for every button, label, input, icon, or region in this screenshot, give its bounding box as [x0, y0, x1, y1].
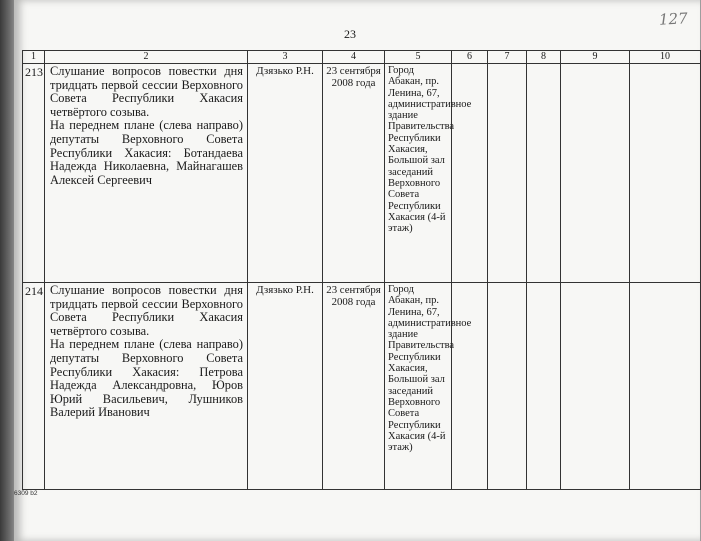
page-number: 23 [344, 27, 356, 41]
item-description [45, 283, 248, 490]
column-header: 7 [488, 51, 527, 64]
column-header: 3 [248, 51, 323, 64]
column-header: 5 [385, 51, 452, 64]
item-number: 214 [23, 283, 45, 490]
description-text-detail: На переднем плане (слева направо) депутаты Верховного Совета Республики Хакасия: Петрова Надежда Александровна, Юров Юрий Васильевич, Лушников Валерий Иванович [50, 337, 243, 420]
item-place: Город Абакан, пр. Ленина, 67, административное здание Правительства Республики Хакасия, Большой зал заседаний Верховного Совета Республики Хакасия (4-й этаж) [385, 64, 452, 283]
column-header: 2 [45, 51, 248, 64]
item-date: 23 сентября 2008 года [323, 64, 385, 283]
column-number-header-row [23, 51, 701, 64]
empty-cell [527, 283, 561, 490]
description-text: Слушание вопросов повестки дня тридцать первой сессии Верховного Совета Республики Хакасия четвёртого созыва. [50, 283, 243, 338]
empty-cell [527, 64, 561, 283]
photo-register-table [22, 50, 701, 490]
column-header: 6 [452, 51, 488, 64]
item-date: 23 сентября 2008 года [323, 283, 385, 490]
empty-cell [630, 64, 701, 283]
column-header: 8 [527, 51, 561, 64]
table-row [23, 64, 701, 283]
item-author: Дзязько Р.Н. [248, 283, 323, 490]
empty-cell [630, 283, 701, 490]
empty-cell [561, 64, 630, 283]
document-page [14, 0, 700, 541]
description-text: Слушание вопросов повестки дня тридцать первой сессии Верховного Совета Республики Хакасия четвёртого созыва. [50, 64, 243, 119]
item-number: 213 [23, 64, 45, 283]
item-author: Дзязько Р.Н. [248, 64, 323, 283]
column-header: 9 [561, 51, 630, 64]
handwritten-archive-number: 127 [658, 9, 689, 29]
empty-cell [561, 283, 630, 490]
empty-cell [488, 283, 527, 490]
side-code: 6309 b2 [14, 490, 38, 497]
empty-cell [488, 64, 527, 283]
empty-cell [452, 64, 488, 283]
item-description [45, 64, 248, 283]
column-header: 1 [23, 51, 45, 64]
item-place: Город Абакан, пр. Ленина, 67, административное здание Правительства Республики Хакасия, Большой зал заседаний Верховного Совета Республики Хакасия (4-й этаж) [385, 283, 452, 490]
table-row [23, 283, 701, 490]
description-text-detail: На переднем плане (слева направо) депутаты Верховного Совета Республики Хакасия: Ботандаева Надежда Николаевна, Майнагашев Алексей Сергеевич [50, 118, 243, 187]
column-header: 4 [323, 51, 385, 64]
empty-cell [452, 283, 488, 490]
column-header: 10 [630, 51, 701, 64]
